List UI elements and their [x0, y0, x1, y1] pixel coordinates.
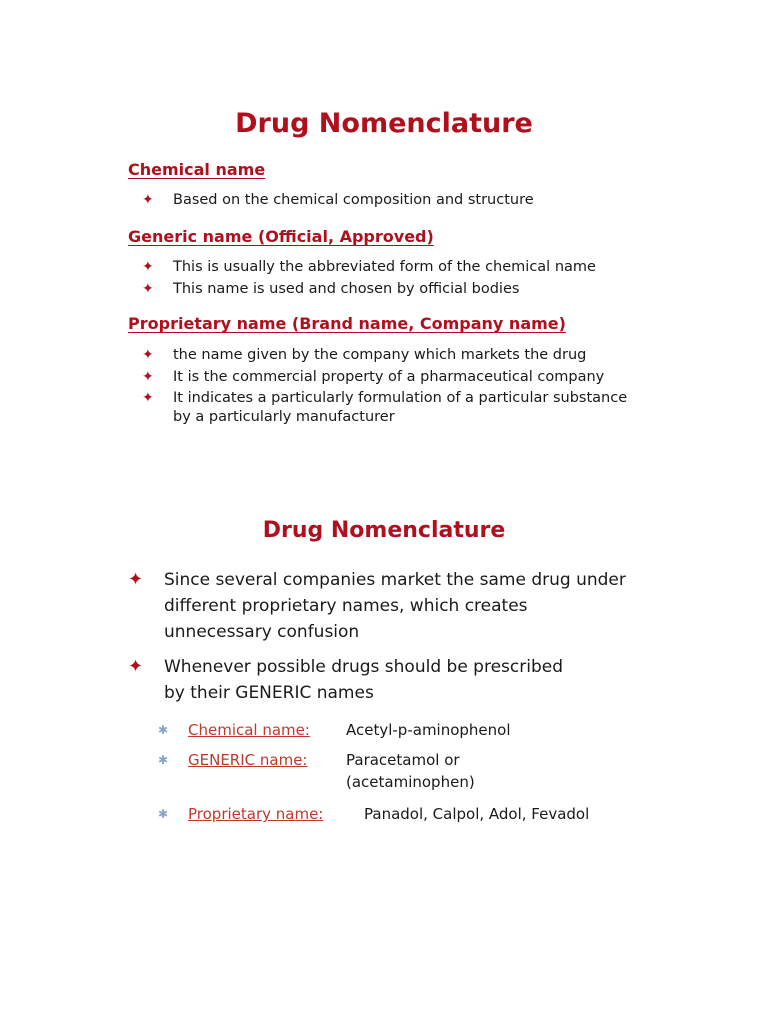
- slide-1-title: Drug Nomenclature: [235, 108, 533, 139]
- heading-chemical-name: Chemical name: [128, 160, 266, 179]
- example-label: GENERIC name:: [188, 751, 308, 769]
- sub-bullet-icon: ✱: [158, 723, 169, 737]
- heading-proprietary-name: Proprietary name (Brand name, Company name): [128, 314, 566, 333]
- star-bullet-icon: ✦: [128, 569, 144, 590]
- sub-bullet-icon: ✱: [158, 753, 169, 767]
- example-label: Proprietary name:: [188, 805, 324, 823]
- star-bullet-icon: ✦: [142, 192, 154, 208]
- example-value: Paracetamol or: [346, 751, 460, 769]
- example-value: Panadol, Calpol, Adol, Fevadol: [364, 805, 590, 823]
- heading-generic-name: Generic name (Official, Approved): [128, 227, 434, 246]
- example-value-2: (acetaminophen): [346, 773, 475, 791]
- star-bullet-icon: ✦: [142, 347, 154, 363]
- sub-bullet-icon: ✱: [158, 807, 169, 821]
- star-bullet-icon: ✦: [142, 369, 154, 385]
- example-value: Acetyl-p-aminophenol: [346, 721, 511, 739]
- star-bullet-icon: ✦: [142, 390, 154, 406]
- star-bullet-icon: ✦: [142, 259, 154, 275]
- slide-2-title: Drug Nomenclature: [262, 518, 506, 543]
- example-label: Chemical name:: [188, 721, 310, 739]
- star-bullet-icon: ✦: [142, 281, 154, 297]
- star-bullet-icon: ✦: [128, 656, 144, 677]
